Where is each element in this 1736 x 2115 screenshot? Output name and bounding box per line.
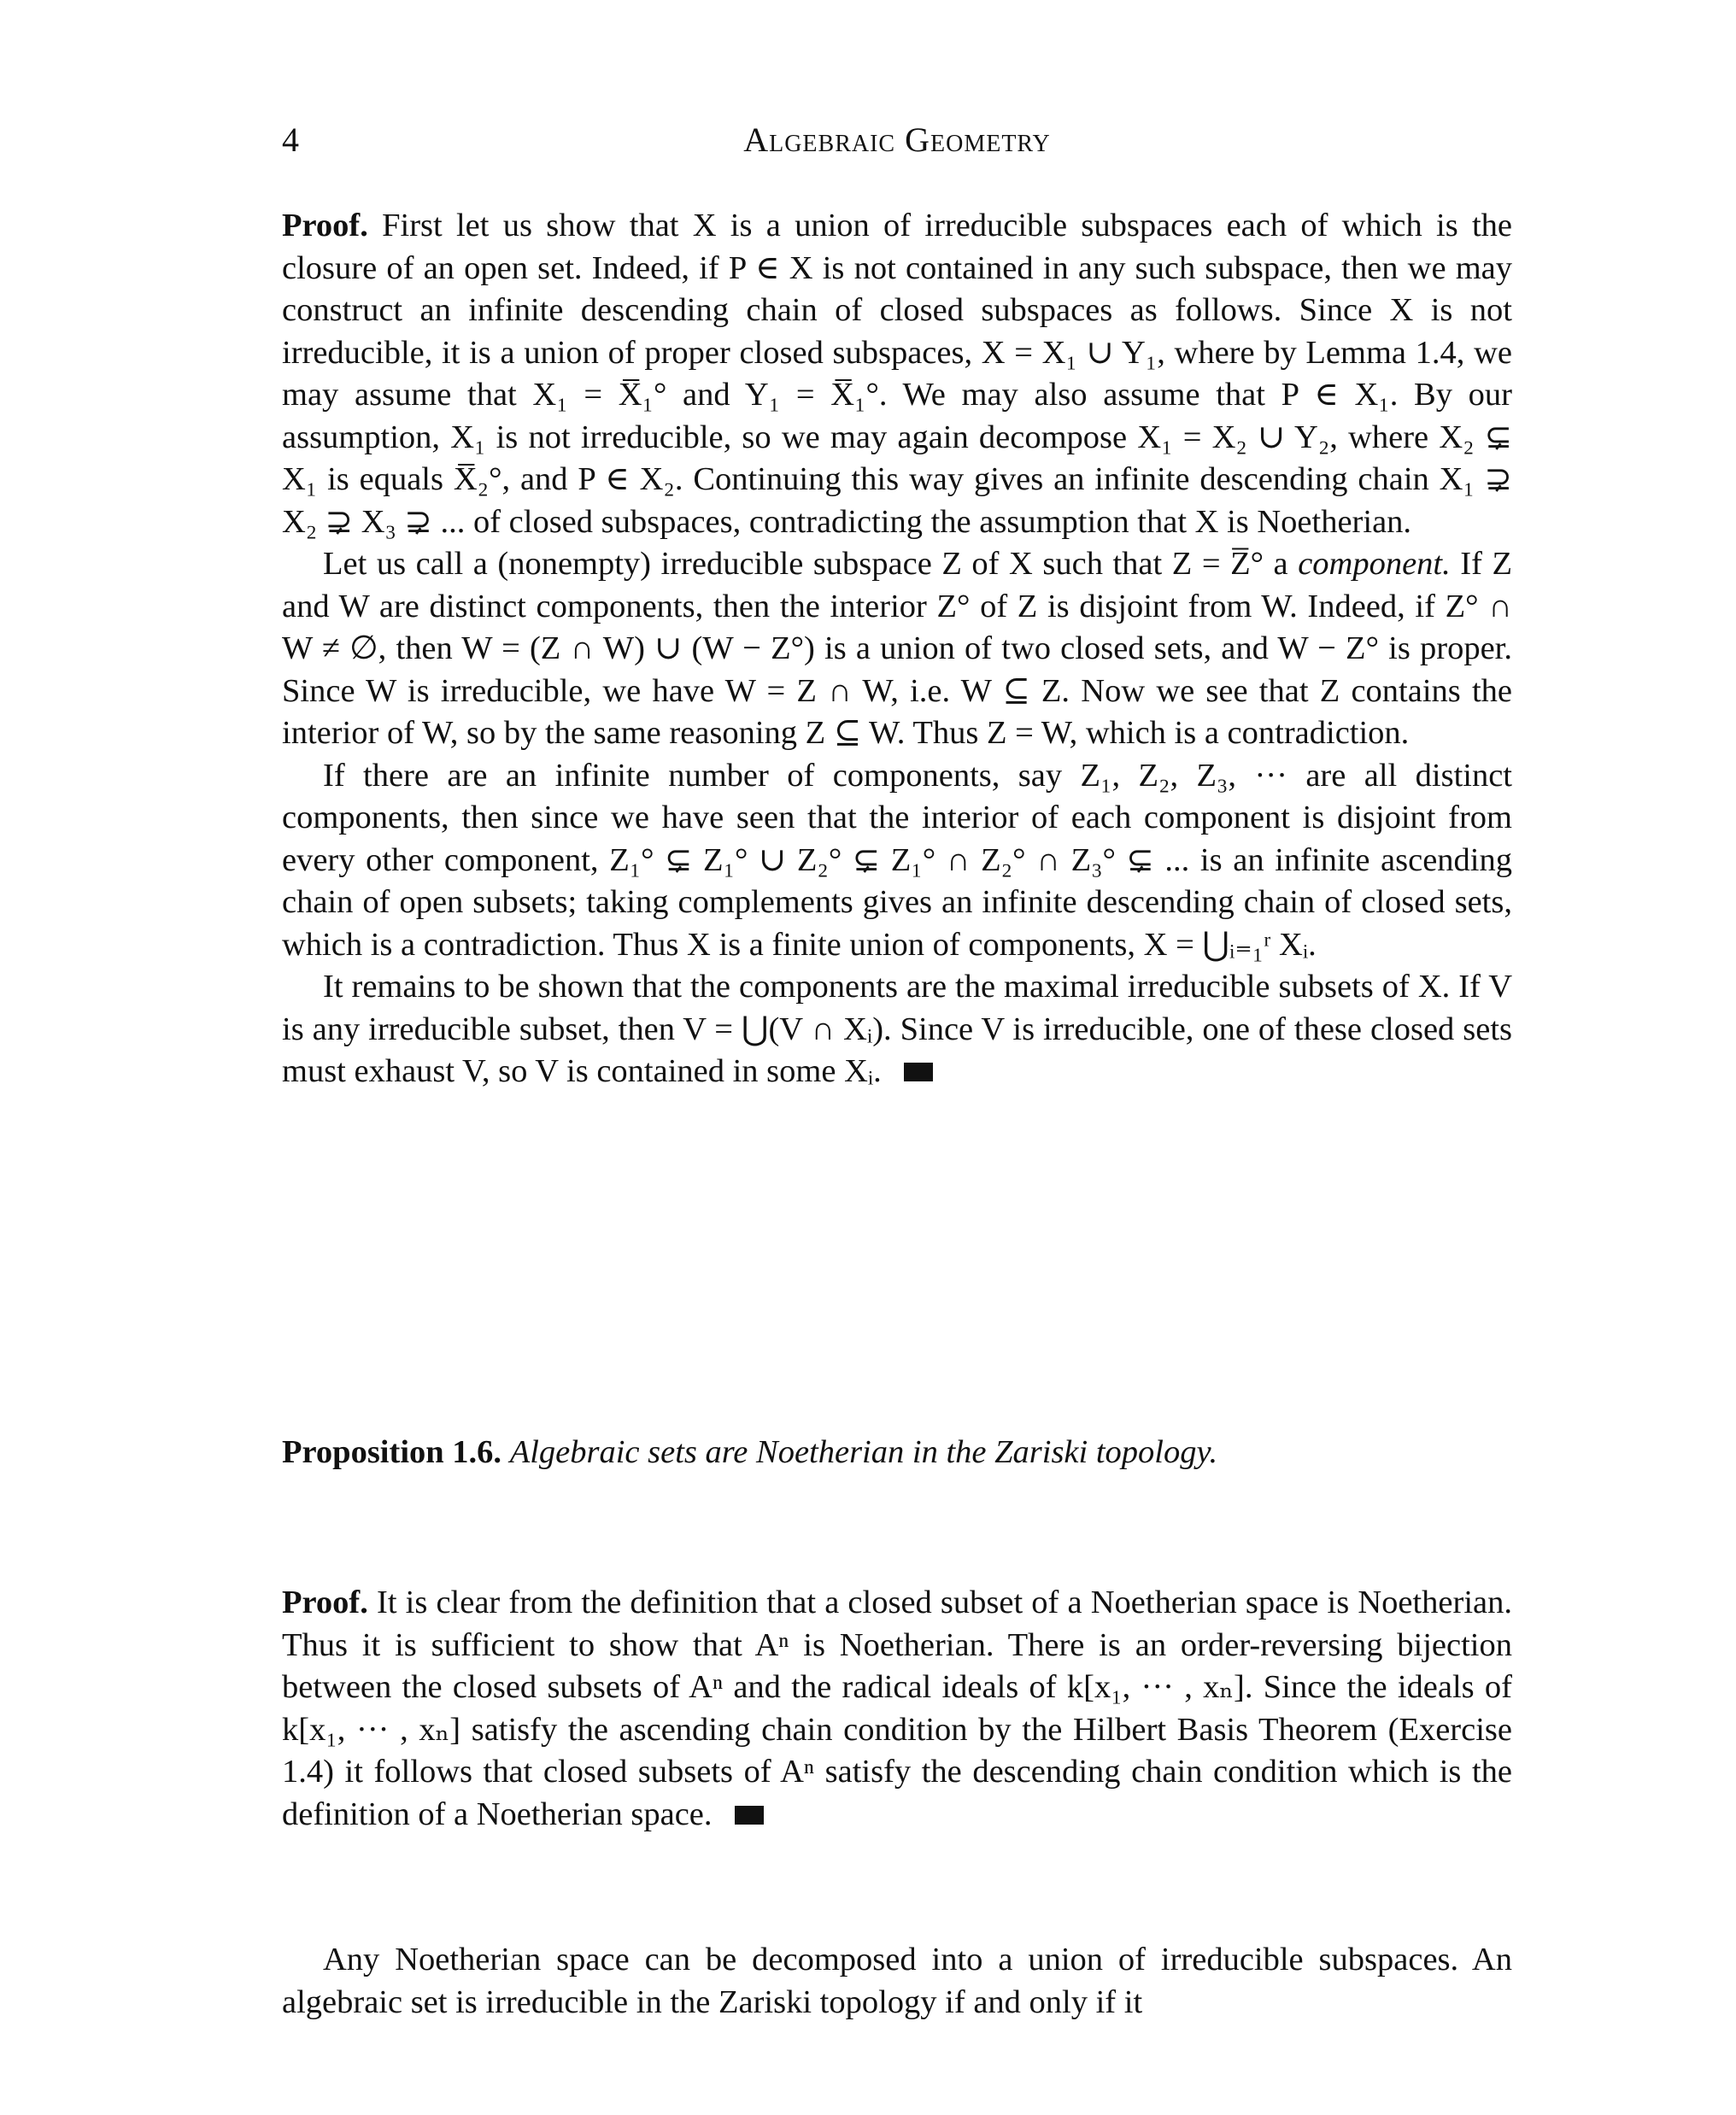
proof-text-4: It remains to be shown that the components are the maximal irreducible subsets of X. If V is any irreducible subset, then V = ⋃(V ∩ Xᵢ). Since V is irreducible, one of these closed sets must exhaust V, so V is contained in some Xᵢ.	[282, 969, 1512, 1089]
page-header	[282, 120, 1512, 171]
proposition-statement: Algebraic sets are Noetherian in the Zariski topology.	[509, 1434, 1218, 1470]
proof-paragraph-4	[282, 966, 1512, 1093]
proposition-paragraph	[282, 1432, 1512, 1474]
proof-label: Proof.	[282, 208, 368, 243]
proof2-text: It is clear from the definition that a closed subset of a Noetherian space is Noetherian. Thus it is sufficient to show that Aⁿ is Noetherian. There is an order-reversing bijection between the closed subsets of Aⁿ and the radical ideals of k[x₁, ··· , xₙ]. Since the ideals of k[x₁, ··· , xₙ] satisfy the ascending chain condition by the Hilbert Basis Theorem (Exercise 1.4) it follows that closed subsets of Aⁿ satisfy the descending chain condition which is the definition of a Noetherian space.	[282, 1585, 1513, 1832]
proof-text-1: First let us show that X is a union of irreducible subspaces each of which is the closure of an open set. Indeed, if P ∈ X is not contained in any such subspace, then we may construct an infinite descending chain of closed subspaces as follows. Since X is not irreducible, it is a union of proper closed subspaces, X = X₁ ∪ Y₁, where by Lemma 1.4, we may assume that X₁ = X̅₁° and Y₁ = X̅₁°. We may also assume that P ∈ X₁. By our assumption, X₁ is not irreducible, so we may again decompose X₁ = X₂ ∪ Y₂, where X₂ ⊊ X₁ is equals X̅₂°, and P ∈ X₂. Continuing this way gives an infinite descending chain X₁ ⊋ X₂ ⊋ X₃ ⊋ ... of closed subspaces, contradicting the assumption that X is Noetherian.	[282, 208, 1513, 540]
running-head: Algebraic Geometry	[743, 120, 1051, 159]
proposition-1-6	[282, 1432, 1512, 1474]
proof-paragraph-1	[282, 205, 1512, 543]
component-term: component.	[1298, 546, 1451, 582]
proof-proposition-1-6	[282, 1582, 1512, 1836]
proof2-paragraph	[282, 1582, 1512, 1836]
qed-square-icon	[904, 1063, 933, 1081]
page-number: 4	[282, 120, 299, 159]
proof-paragraph-3: If there are an infinite number of components, say Z₁, Z₂, Z₃, ··· are all distinct components, then since we have seen that the interior of each component is disjoint from every other component, Z₁° ⊊ Z₁° ∪ Z₂° ⊊ Z₁° ∩ Z₂° ∩ Z₃° ⊊ ... is an infinite ascending chain of open subsets; taking complements gives an infinite descending chain of closed sets, which is a contradiction. Thus X is a finite union of components, X = ⋃ᵢ₌₁ʳ Xᵢ.	[282, 757, 1512, 963]
component-definition-rest: If Z and W are distinct components, then the interior Z° of Z is disjoint from W. Indeed, if Z° ∩ W ≠ ∅, then W = (Z ∩ W) ∪ (W − Z°) is a union of two closed sets, and W − Z° is proper. Since W is irreducible, we have W = Z ∩ W, i.e. W ⊆ Z. Now we see that Z contains the interior of W, so by the same reasoning Z ⊆ W. Thus Z = W, which is a contradiction.	[282, 546, 1512, 751]
proof-paragraph-2	[282, 543, 1512, 755]
proof2-label: Proof.	[282, 1585, 368, 1620]
closing-paragraph-text: Any Noetherian space can be decomposed into a union of irreducible subspaces. An algebraic set is irreducible in the Zariski topology if and only if it	[282, 1942, 1512, 2020]
proposition-label: Proposition 1.6.	[282, 1434, 502, 1470]
proof-lemma-1-5	[282, 205, 1512, 1093]
qed-square-icon	[735, 1806, 764, 1825]
closing-paragraph	[282, 1939, 1512, 2024]
component-definition-lead: Let us call a (nonempty) irreducible subspace Z of X such that Z = Z̅° a	[323, 546, 1299, 582]
